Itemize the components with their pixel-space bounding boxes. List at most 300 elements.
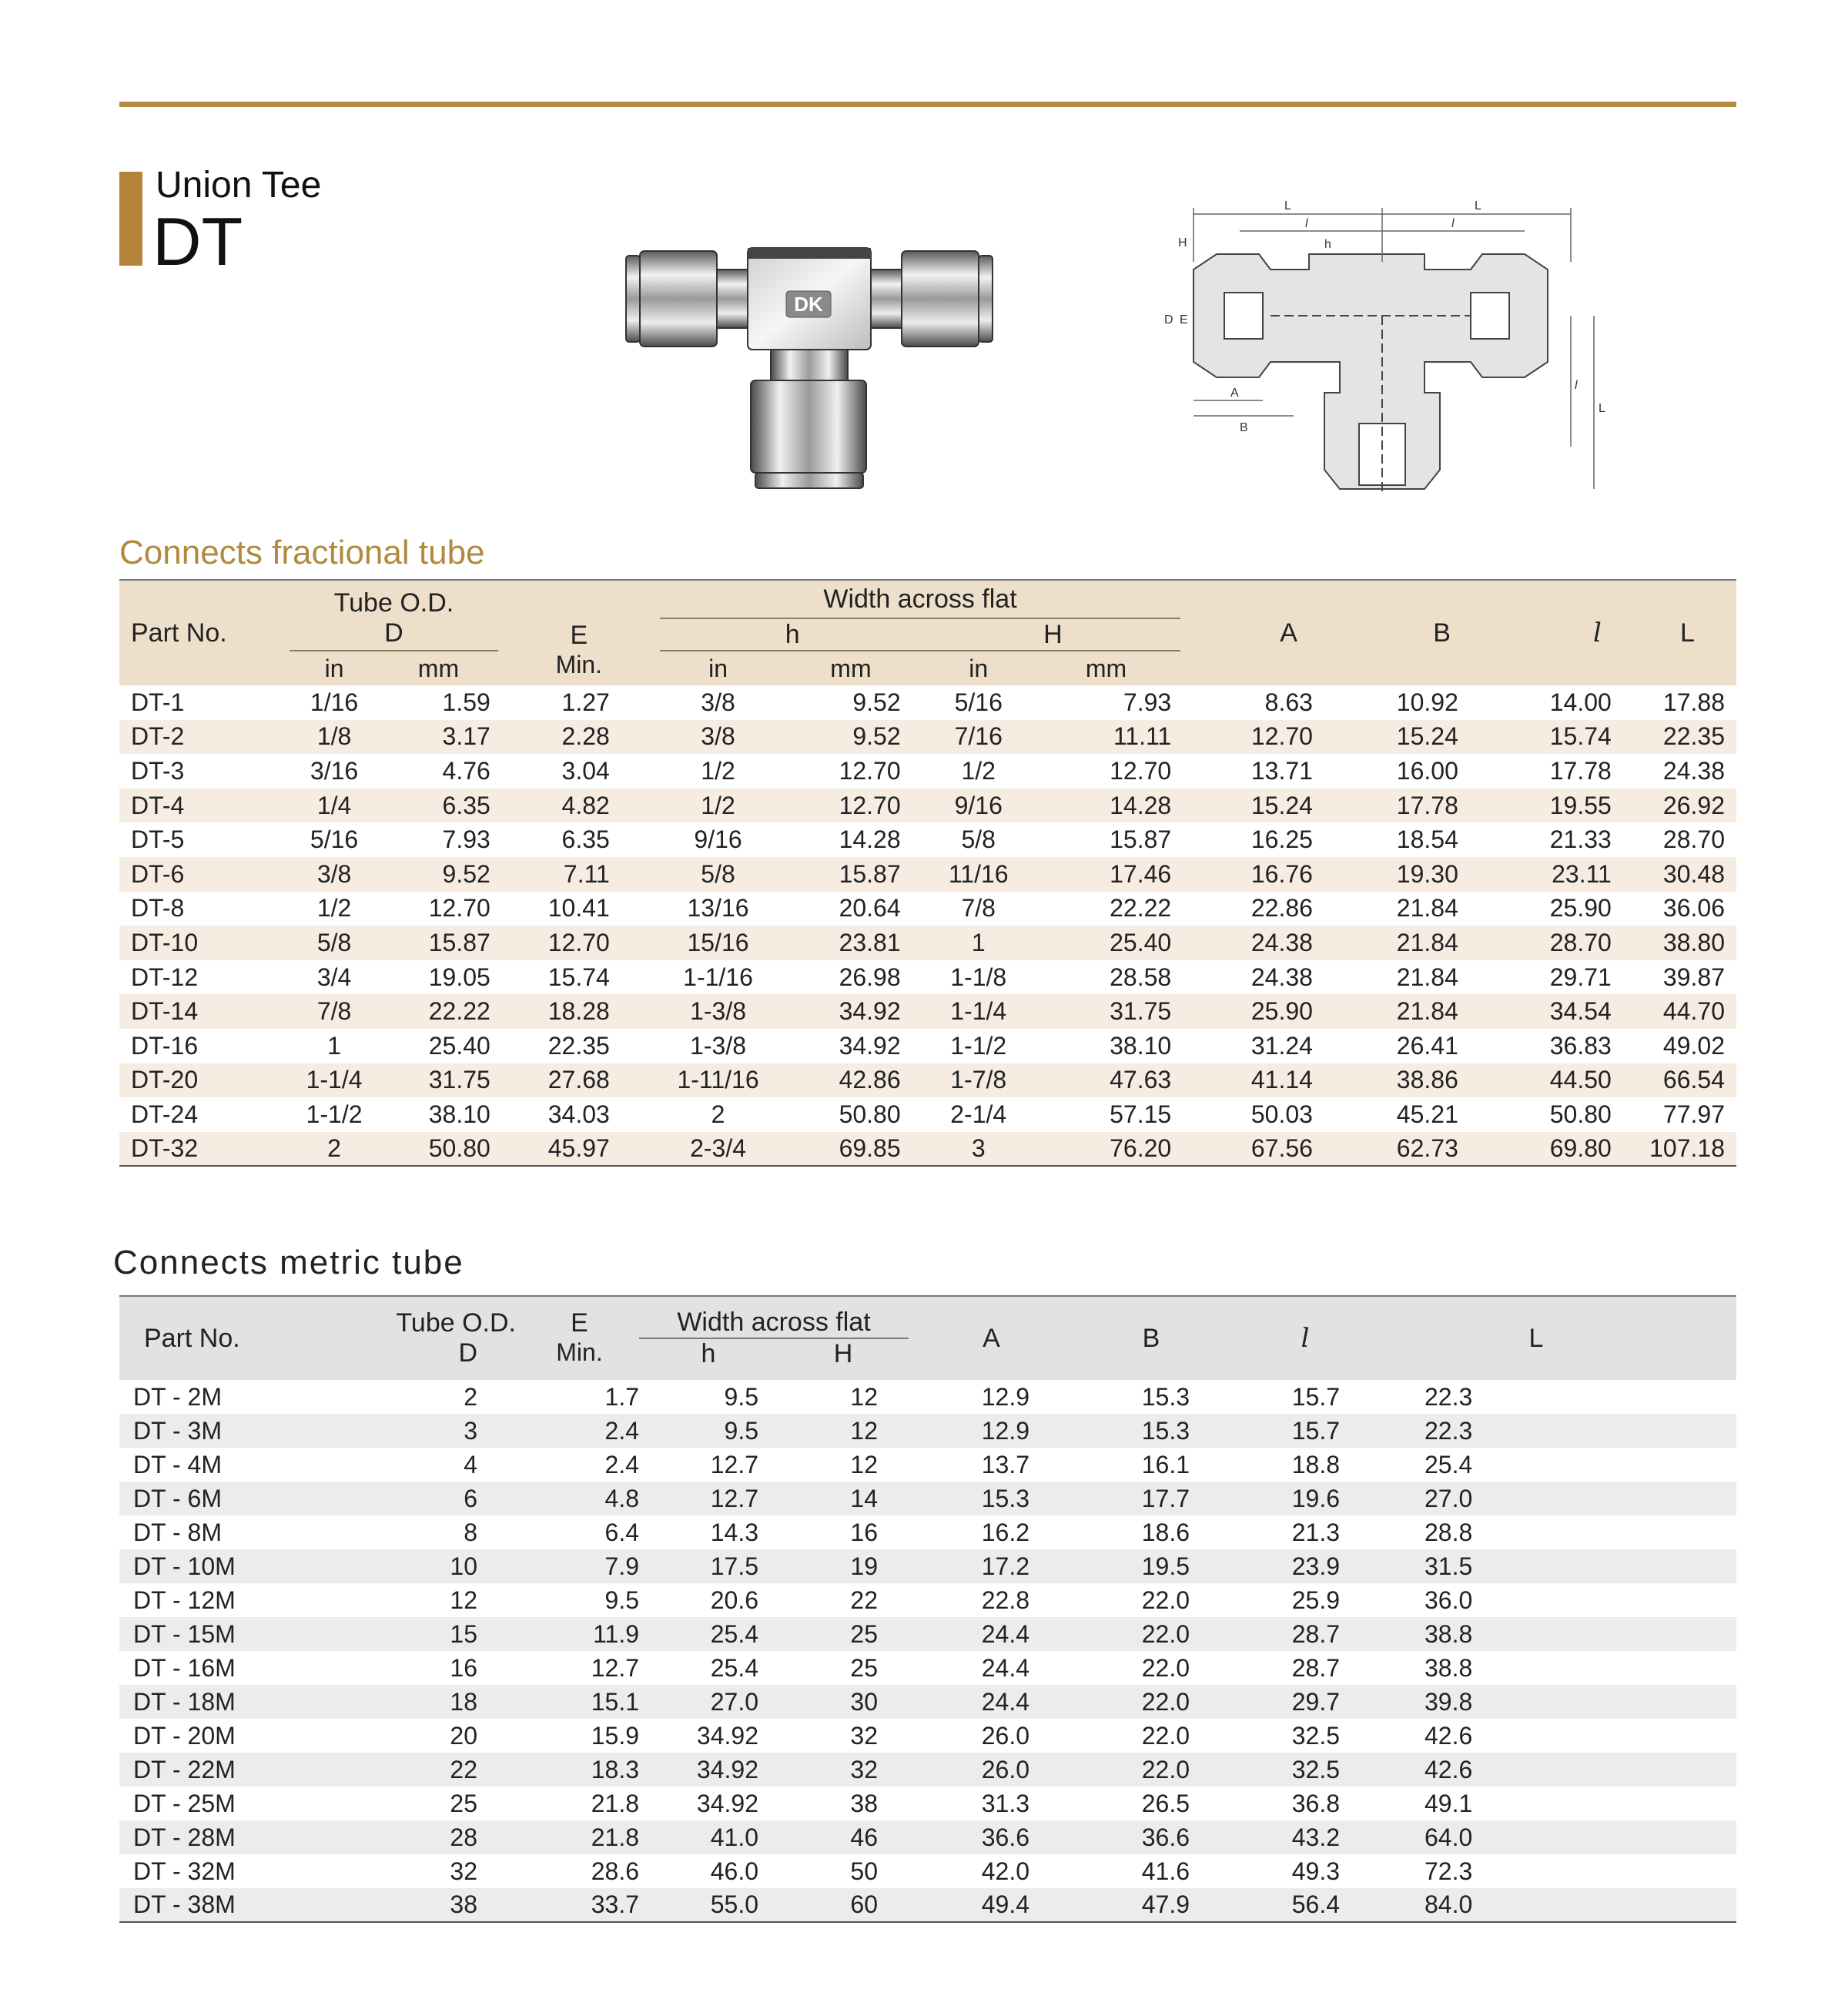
table-row bbox=[119, 1583, 1736, 1617]
table-cell: 16 bbox=[450, 1653, 477, 1682]
table-cell: 7.93 bbox=[442, 825, 490, 854]
table-cell: 12.7 bbox=[710, 1484, 758, 1512]
table-cell: 28.6 bbox=[591, 1857, 639, 1885]
table-cell: 20.6 bbox=[710, 1586, 758, 1614]
table-cell: 49.3 bbox=[1291, 1857, 1340, 1885]
table-cell: 50 bbox=[850, 1857, 878, 1885]
table-cell: 10 bbox=[450, 1552, 477, 1580]
table-cell: 26.92 bbox=[1662, 791, 1725, 819]
drawing-label-L-left: L bbox=[1284, 199, 1291, 213]
table-cell: 2.28 bbox=[561, 722, 610, 751]
drawing-label-L-right: L bbox=[1475, 199, 1481, 213]
table-cell: 12 bbox=[850, 1382, 878, 1411]
table-cell: 20 bbox=[450, 1721, 477, 1750]
table-cell: 15.74 bbox=[1549, 722, 1612, 751]
table-cell: 23.11 bbox=[1552, 859, 1612, 888]
table-cell: 3/8 bbox=[701, 722, 735, 751]
table-cell: 3.17 bbox=[442, 722, 490, 751]
table-cell: 25 bbox=[450, 1789, 477, 1817]
table-row bbox=[119, 1617, 1736, 1651]
table-cell: 50.80 bbox=[839, 1100, 901, 1128]
table-cell: 9.52 bbox=[442, 859, 490, 888]
table-cell: 19 bbox=[850, 1552, 878, 1580]
table-cell: 19.05 bbox=[428, 963, 490, 991]
header-mm: mm bbox=[1085, 654, 1127, 682]
table-cell: DT-3 bbox=[131, 756, 185, 785]
table-cell: 22.8 bbox=[981, 1586, 1029, 1614]
table-cell: DT-5 bbox=[131, 825, 185, 854]
table-cell: 42.86 bbox=[839, 1066, 901, 1094]
table-cell: 15.24 bbox=[1250, 791, 1313, 819]
table-cell: 44.70 bbox=[1662, 997, 1725, 1026]
table-cell: 38.10 bbox=[1110, 1031, 1172, 1060]
table-cell: 19.55 bbox=[1549, 791, 1612, 819]
table-cell: DT-16 bbox=[131, 1031, 199, 1060]
table-row bbox=[119, 1029, 1736, 1063]
table-cell: 55.0 bbox=[710, 1890, 758, 1918]
header-l-small: l bbox=[1592, 618, 1602, 648]
table-cell: 27.0 bbox=[1424, 1484, 1473, 1512]
table-cell: 64.0 bbox=[1424, 1823, 1473, 1851]
table-cell: 9.5 bbox=[724, 1382, 758, 1411]
table-cell: 13/16 bbox=[687, 894, 749, 923]
table-cell: 6.35 bbox=[442, 791, 490, 819]
table-cell: 25.4 bbox=[710, 1653, 758, 1682]
table-cell: 34.92 bbox=[696, 1721, 758, 1750]
table-cell: 24.4 bbox=[981, 1619, 1029, 1648]
product-title: DT bbox=[152, 203, 243, 280]
metric-header-l-small: l bbox=[1301, 1323, 1310, 1354]
table-cell: 8 bbox=[464, 1518, 477, 1546]
table-cell: 34.03 bbox=[547, 1100, 610, 1128]
table-cell: 4.82 bbox=[561, 791, 610, 819]
table-cell: DT-2 bbox=[131, 722, 185, 751]
table-cell: 12.70 bbox=[1110, 756, 1172, 785]
table-cell: 25.4 bbox=[1424, 1450, 1473, 1479]
table-cell: 21.84 bbox=[1396, 928, 1458, 956]
table-cell: 34.54 bbox=[1549, 997, 1612, 1026]
table-cell: 32 bbox=[450, 1857, 477, 1885]
table-cell: DT - 12M bbox=[133, 1586, 236, 1614]
table-row bbox=[119, 857, 1736, 892]
table-cell: 36.8 bbox=[1291, 1789, 1340, 1817]
drawing-label-l-right: l bbox=[1451, 217, 1455, 230]
table-cell: 28.58 bbox=[1110, 963, 1172, 991]
table-cell: 12.70 bbox=[1250, 722, 1313, 751]
table-cell: 15.87 bbox=[428, 928, 490, 956]
table-cell: 16 bbox=[850, 1518, 878, 1546]
table-cell: 14.28 bbox=[1110, 791, 1172, 819]
table-cell: 42.0 bbox=[981, 1857, 1029, 1885]
table-cell: 21.84 bbox=[1396, 997, 1458, 1026]
table-cell: 22.0 bbox=[1141, 1586, 1190, 1614]
table-cell: 12.7 bbox=[710, 1450, 758, 1479]
table-cell: 2-1/4 bbox=[950, 1100, 1007, 1128]
table-cell: 24.4 bbox=[981, 1687, 1029, 1716]
table-cell: 17.88 bbox=[1662, 688, 1725, 716]
table-cell: 1/2 bbox=[316, 894, 352, 923]
table-cell: DT - 4M bbox=[133, 1450, 222, 1479]
table-cell: 18.6 bbox=[1141, 1518, 1190, 1546]
table-cell: 29.71 bbox=[1549, 963, 1612, 991]
table-cell: 1-7/8 bbox=[950, 1066, 1007, 1094]
table-cell: 2 bbox=[711, 1100, 725, 1128]
table-cell: 1/2 bbox=[961, 756, 996, 785]
table-cell: 16.00 bbox=[1396, 756, 1458, 785]
table-cell: 45.21 bbox=[1396, 1100, 1458, 1128]
table-cell: 19.6 bbox=[1291, 1484, 1340, 1512]
table-row bbox=[119, 1132, 1736, 1167]
table-cell: 3 bbox=[971, 1134, 986, 1163]
table-cell: 15 bbox=[450, 1619, 477, 1648]
table-cell: 44.50 bbox=[1549, 1066, 1612, 1094]
table-cell: 62.73 bbox=[1396, 1134, 1458, 1163]
table-cell: 12.7 bbox=[591, 1653, 639, 1682]
table-cell: 3/8 bbox=[701, 688, 735, 716]
table-cell: 47.9 bbox=[1141, 1890, 1190, 1918]
table-cell: 15.24 bbox=[1396, 722, 1458, 751]
table-cell: DT - 20M bbox=[133, 1721, 236, 1750]
table-cell: 28.7 bbox=[1291, 1619, 1340, 1648]
table-cell: 1.27 bbox=[561, 688, 610, 716]
table-cell: 49.4 bbox=[981, 1890, 1029, 1918]
table-cell: 42.6 bbox=[1424, 1721, 1473, 1750]
table-cell: 22.22 bbox=[428, 997, 490, 1026]
table-cell: 1-3/8 bbox=[690, 997, 746, 1026]
union-tee-photo bbox=[620, 245, 997, 495]
table-cell: 22.3 bbox=[1424, 1416, 1473, 1445]
metric-header-min: Min. bbox=[556, 1338, 603, 1366]
table-cell: 18.8 bbox=[1291, 1450, 1340, 1479]
drawing-label-l-left: l bbox=[1305, 217, 1308, 230]
table-cell: 13.71 bbox=[1250, 756, 1313, 785]
table-cell: 26.41 bbox=[1396, 1031, 1458, 1060]
table-cell: 76.20 bbox=[1110, 1134, 1172, 1163]
metric-header-d: D bbox=[458, 1338, 477, 1368]
section-title-metric: Connects metric tube bbox=[113, 1244, 464, 1281]
table-cell: 3.04 bbox=[561, 756, 610, 785]
section-title-fractional: Connects fractional tube bbox=[119, 534, 485, 571]
metric-header-width-across-flat: Width across flat bbox=[639, 1296, 909, 1338]
table-row bbox=[119, 1888, 1736, 1922]
table-cell: 22 bbox=[850, 1586, 878, 1614]
table-cell: DT-14 bbox=[131, 997, 199, 1026]
table-cell: 18.54 bbox=[1396, 825, 1458, 854]
table-cell: 69.80 bbox=[1549, 1134, 1612, 1163]
table-cell: 72.3 bbox=[1424, 1857, 1473, 1885]
table-cell: 12.9 bbox=[981, 1416, 1029, 1445]
table-cell: 5/8 bbox=[316, 928, 352, 956]
table-cell: 16.2 bbox=[981, 1518, 1029, 1546]
table-cell: 7/16 bbox=[954, 722, 1003, 751]
table-row bbox=[119, 754, 1736, 789]
table-cell: 17.2 bbox=[981, 1552, 1029, 1580]
table-cell: 11.11 bbox=[1113, 722, 1172, 751]
table-row bbox=[119, 685, 1736, 720]
header-a: A bbox=[1280, 618, 1297, 648]
table-cell: 23.9 bbox=[1291, 1552, 1340, 1580]
table-cell: DT - 28M bbox=[133, 1823, 236, 1851]
table-cell: 15.7 bbox=[1291, 1416, 1340, 1445]
table-cell: 42.6 bbox=[1424, 1755, 1473, 1783]
table-cell: 22.0 bbox=[1141, 1755, 1190, 1783]
header-tube-od: Tube O.D. bbox=[333, 588, 454, 618]
table-cell: 13.7 bbox=[981, 1450, 1029, 1479]
table-cell: 49.1 bbox=[1424, 1789, 1473, 1817]
table-cell: DT - 38M bbox=[133, 1890, 236, 1918]
table-cell: 2.4 bbox=[604, 1450, 639, 1479]
table-cell: 33.7 bbox=[591, 1890, 639, 1918]
table-cell: 15.87 bbox=[1110, 825, 1172, 854]
table-cell: DT - 22M bbox=[133, 1755, 236, 1783]
table-cell: 1 bbox=[971, 928, 986, 956]
table-cell: 69.85 bbox=[839, 1134, 901, 1163]
table-cell: 38.80 bbox=[1662, 928, 1725, 956]
table-cell: 25.9 bbox=[1291, 1586, 1340, 1614]
table-cell: 15.3 bbox=[1141, 1416, 1190, 1445]
header-part-no: Part No. bbox=[131, 618, 227, 648]
table-row bbox=[119, 720, 1736, 755]
table-cell: 15.74 bbox=[547, 963, 610, 991]
table-cell: 26.0 bbox=[981, 1755, 1029, 1783]
table-cell: 17.5 bbox=[710, 1552, 758, 1580]
table-cell: 17.46 bbox=[1110, 859, 1172, 888]
table-cell: 11/16 bbox=[948, 859, 1009, 888]
drawing-label-l-vertical: l bbox=[1575, 379, 1578, 392]
header-width-across-flat: Width across flat bbox=[660, 580, 1180, 618]
table-cell: 12.9 bbox=[981, 1382, 1029, 1411]
table-row bbox=[119, 1414, 1736, 1448]
table-cell: DT - 16M bbox=[133, 1653, 236, 1682]
table-cell: DT-32 bbox=[131, 1134, 199, 1163]
table-cell: DT-1 bbox=[131, 688, 185, 716]
table-cell: 26.98 bbox=[839, 963, 901, 991]
table-cell: 50.80 bbox=[428, 1134, 490, 1163]
table-cell: 4.76 bbox=[442, 756, 490, 785]
drawing-label-L-vertical: L bbox=[1599, 402, 1605, 415]
table-cell: 22.35 bbox=[1662, 722, 1725, 751]
table-cell: 1/16 bbox=[310, 688, 359, 716]
table-cell: 10.92 bbox=[1396, 688, 1458, 716]
dimension-drawing bbox=[1132, 193, 1609, 501]
table-cell: 15/16 bbox=[687, 928, 749, 956]
table-cell: 19.5 bbox=[1141, 1552, 1190, 1580]
table-cell: 31.3 bbox=[981, 1789, 1029, 1817]
table-cell: 32 bbox=[850, 1721, 878, 1750]
table-row bbox=[119, 1448, 1736, 1482]
table-cell: 2 bbox=[464, 1382, 477, 1411]
table-cell: 39.87 bbox=[1662, 963, 1725, 991]
table-cell: 21.3 bbox=[1291, 1518, 1340, 1546]
header-h-big: H bbox=[926, 618, 1181, 651]
table-cell: DT-10 bbox=[131, 928, 199, 956]
table-cell: 1-3/8 bbox=[690, 1031, 746, 1060]
table-cell: 32.5 bbox=[1291, 1721, 1340, 1750]
table-row bbox=[119, 1651, 1736, 1685]
metric-table bbox=[119, 1295, 1736, 1923]
header-in: in bbox=[324, 654, 344, 682]
table-cell: 14.00 bbox=[1549, 688, 1612, 716]
table-row bbox=[119, 1380, 1736, 1414]
table-cell: 1-11/16 bbox=[677, 1066, 759, 1094]
table-cell: DT - 32M bbox=[133, 1857, 236, 1885]
title-accent-bar bbox=[119, 172, 142, 266]
table-cell: 30.48 bbox=[1662, 859, 1725, 888]
table-cell: 12.70 bbox=[839, 791, 901, 819]
table-cell: 25 bbox=[850, 1653, 878, 1682]
table-cell: 10.41 bbox=[547, 894, 610, 923]
table-cell: DT - 18M bbox=[133, 1687, 236, 1716]
table-cell: 17.78 bbox=[1549, 756, 1612, 785]
table-cell: 66.54 bbox=[1662, 1066, 1725, 1094]
table-cell: 24.38 bbox=[1250, 963, 1313, 991]
drawing-label-A: A bbox=[1230, 387, 1239, 400]
table-cell: 28.7 bbox=[1291, 1653, 1340, 1682]
table-cell: 11.9 bbox=[593, 1619, 639, 1648]
table-cell: 17.78 bbox=[1396, 791, 1458, 819]
table-cell: DT - 2M bbox=[133, 1382, 222, 1411]
table-cell: 6.35 bbox=[561, 825, 610, 854]
table-cell: 36.6 bbox=[1141, 1823, 1190, 1851]
table-cell: 50.03 bbox=[1250, 1100, 1313, 1128]
table-cell: 8.63 bbox=[1264, 688, 1313, 716]
table-cell: 38.8 bbox=[1424, 1653, 1473, 1682]
table-cell: 25.90 bbox=[1250, 997, 1313, 1026]
table-cell: 3/4 bbox=[316, 963, 352, 991]
table-row bbox=[119, 1820, 1736, 1854]
table-cell: DT-8 bbox=[131, 894, 185, 923]
table-cell: 1-1/2 bbox=[306, 1100, 363, 1128]
table-cell: 12 bbox=[850, 1416, 878, 1445]
table-cell: 31.75 bbox=[428, 1066, 490, 1094]
table-cell: 9.5 bbox=[604, 1586, 639, 1614]
table-cell: 9.52 bbox=[852, 688, 901, 716]
table-cell: 7.9 bbox=[604, 1552, 639, 1580]
table-cell: 45.97 bbox=[547, 1134, 610, 1163]
table-cell: 30 bbox=[850, 1687, 878, 1716]
table-row bbox=[119, 1515, 1736, 1549]
table-cell: 38.8 bbox=[1424, 1619, 1473, 1648]
table-cell: 14 bbox=[850, 1484, 878, 1512]
table-row bbox=[119, 789, 1736, 823]
table-cell: 26.5 bbox=[1141, 1789, 1190, 1817]
table-cell: 18.3 bbox=[591, 1755, 639, 1783]
table-cell: 29.7 bbox=[1291, 1687, 1340, 1716]
table-cell: 36.6 bbox=[981, 1823, 1029, 1851]
table-cell: 1-1/16 bbox=[683, 963, 753, 991]
table-cell: 16.1 bbox=[1141, 1450, 1190, 1479]
table-row bbox=[119, 1482, 1736, 1515]
table-cell: 18 bbox=[450, 1687, 477, 1716]
header-d: D bbox=[290, 618, 498, 651]
table-cell: 1/8 bbox=[316, 722, 352, 751]
table-cell: 77.97 bbox=[1662, 1100, 1725, 1128]
table-row bbox=[119, 892, 1736, 926]
drawing-label-B: B bbox=[1240, 421, 1248, 434]
header-in: in bbox=[969, 654, 989, 682]
table-cell: 7/8 bbox=[961, 894, 996, 923]
table-cell: 1 bbox=[327, 1031, 341, 1060]
fractional-table bbox=[119, 579, 1736, 1167]
drawing-label-D: D bbox=[1164, 313, 1173, 327]
table-cell: 25.90 bbox=[1549, 894, 1612, 923]
table-cell: DT - 10M bbox=[133, 1552, 236, 1580]
table-cell: 1-1/8 bbox=[950, 963, 1007, 991]
table-cell: 41.6 bbox=[1141, 1857, 1190, 1885]
table-cell: 22.0 bbox=[1141, 1619, 1190, 1648]
metric-header-e: E bbox=[571, 1308, 588, 1338]
table-cell: 24.38 bbox=[1250, 928, 1313, 956]
table-row bbox=[119, 1063, 1736, 1098]
table-cell: DT - 15M bbox=[133, 1619, 236, 1648]
table-row bbox=[119, 822, 1736, 857]
table-cell: 12 bbox=[450, 1586, 477, 1614]
table-cell: 7.11 bbox=[563, 859, 610, 888]
header-mm: mm bbox=[830, 654, 872, 682]
header-b: B bbox=[1433, 618, 1451, 648]
table-cell: DT - 3M bbox=[133, 1416, 222, 1445]
top-divider bbox=[119, 102, 1736, 107]
table-cell: 49.02 bbox=[1662, 1031, 1725, 1060]
table-row bbox=[119, 926, 1736, 960]
table-cell: 25 bbox=[850, 1619, 878, 1648]
table-cell: 15.7 bbox=[1291, 1382, 1340, 1411]
table-cell: 20.64 bbox=[839, 894, 901, 923]
table-cell: 12.70 bbox=[428, 894, 490, 923]
table-cell: 4 bbox=[464, 1450, 477, 1479]
table-cell: 31.75 bbox=[1110, 997, 1172, 1026]
table-cell: 15.1 bbox=[591, 1687, 639, 1716]
table-cell: 28 bbox=[450, 1823, 477, 1851]
table-cell: 21.33 bbox=[1549, 825, 1612, 854]
table-cell: 1-1/2 bbox=[950, 1031, 1007, 1060]
table-cell: DT-20 bbox=[131, 1066, 199, 1094]
table-cell: 46.0 bbox=[710, 1857, 758, 1885]
table-cell: 67.56 bbox=[1250, 1134, 1313, 1163]
table-cell: 22.3 bbox=[1424, 1382, 1473, 1411]
table-cell: 28.8 bbox=[1424, 1518, 1473, 1546]
table-row bbox=[119, 1097, 1736, 1132]
table-cell: 1/2 bbox=[701, 791, 735, 819]
table-cell: 38 bbox=[450, 1890, 477, 1918]
metric-header-h-small: h bbox=[701, 1339, 716, 1368]
table-cell: 15.9 bbox=[591, 1721, 639, 1750]
table-cell: DT-6 bbox=[131, 859, 185, 888]
table-cell: 25.40 bbox=[1110, 928, 1172, 956]
table-cell: 26.0 bbox=[981, 1721, 1029, 1750]
table-cell: DT - 6M bbox=[133, 1484, 222, 1512]
table-cell: DT-24 bbox=[131, 1100, 199, 1128]
header-in: in bbox=[708, 654, 728, 682]
table-cell: 50.80 bbox=[1549, 1100, 1612, 1128]
metric-header-tube-od: Tube O.D. bbox=[396, 1308, 516, 1338]
table-cell: 5/8 bbox=[961, 825, 996, 854]
table-cell: 32 bbox=[850, 1755, 878, 1783]
table-cell: 25.4 bbox=[710, 1619, 758, 1648]
table-cell: 3/16 bbox=[310, 756, 359, 785]
table-cell: 36.06 bbox=[1662, 894, 1725, 923]
table-cell: 3/8 bbox=[316, 859, 352, 888]
header-h-small: h bbox=[660, 618, 926, 651]
table-row bbox=[119, 960, 1736, 995]
table-cell: 7.93 bbox=[1123, 688, 1172, 716]
table-cell: 31.24 bbox=[1250, 1031, 1313, 1060]
table-cell: 39.8 bbox=[1424, 1687, 1473, 1716]
table-cell: 24.38 bbox=[1662, 756, 1725, 785]
table-cell: 2-3/4 bbox=[690, 1134, 746, 1163]
table-cell: 6 bbox=[464, 1484, 477, 1512]
table-cell: 57.15 bbox=[1110, 1100, 1172, 1128]
